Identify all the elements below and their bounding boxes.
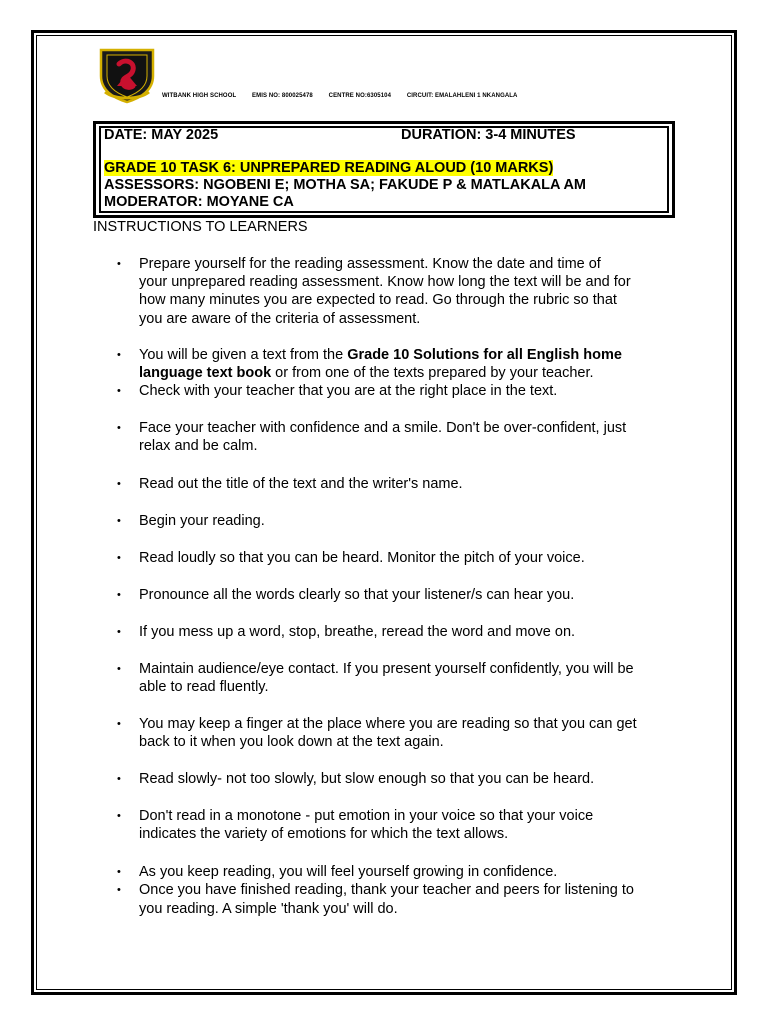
list-item: • You may keep a finger at the place where you are reading so that you can get back to it when you look down at the text again. [117, 716, 637, 751]
list-item: • Begin your reading. [117, 512, 265, 529]
bullet: • [117, 551, 121, 564]
date-label: DATE: MAY 2025 [104, 127, 219, 143]
bullet: • [117, 514, 121, 527]
bullet: • [117, 866, 121, 879]
bullet: • [117, 421, 121, 434]
textbook-title: Grade 10 Solutions for all English home [347, 346, 622, 363]
duration-label: DURATION: 3-4 MINUTES [401, 127, 576, 143]
bullet: • [117, 810, 121, 823]
list-item: • Read slowly- not too slowly, but slow enough so that you can be heard. [117, 771, 595, 788]
bullet: • [117, 348, 121, 361]
bullet: • [117, 385, 121, 398]
bullet: • [117, 884, 121, 897]
list-item: • If you mess up a word, stop, breathe, reread the word and move on. [117, 623, 576, 640]
list-item: • Check with your teacher that you are at the right place in the text. [117, 383, 558, 400]
bullet: • [117, 625, 121, 638]
bullet: • [117, 477, 121, 490]
list-item: • Read out the title of the text and the writer's name. [117, 475, 463, 492]
list-item: • As you keep reading, you will feel yourself growing in confidence. [117, 864, 558, 881]
circuit: CIRCUIT: EMALAHLENI 1 NKANGALA [406, 93, 518, 99]
instructions-heading: INSTRUCTIONS TO LEARNERS [93, 219, 308, 235]
school-crest-icon [95, 46, 159, 104]
bullet: • [117, 773, 121, 786]
bullet: • [117, 258, 121, 270]
list-item: • Prepare yourself for the reading assessment. Know the date and time of your unprepared reading assessment. Know how long the text will be and for how many minutes you are expected to read. Go through the rubric so that you are aware of the criteria of assessment. [117, 256, 631, 327]
moderator-line: MODERATOR: MOYANE CA [104, 194, 294, 210]
emis-number: EMIS NO: 800025478 [252, 93, 313, 99]
list-item: • Pronounce all the words clearly so that your listener/s can hear you. [117, 586, 575, 603]
bullet: • [117, 718, 121, 731]
list-item: • Maintain audience/eye contact. If you present yourself confidently, you will be able to read fluently. [117, 660, 634, 696]
assessors-line: ASSESSORS: NGOBENI E; MOTHA SA; FAKUDE P & MATLAKALA AM [104, 177, 586, 193]
task-title: GRADE 10 TASK 6: UNPREPARED READING ALOUD (10 MARKS) [104, 160, 554, 176]
instructions-list [117, 255, 677, 918]
bullet: • [117, 662, 121, 675]
bullet: • [117, 588, 121, 601]
list-item: • You will be given a text from the Grade 10 Solutions for all English home language text book or from one of the texts prepared by your teacher. [117, 346, 622, 382]
school-info-line [162, 93, 532, 99]
list-item: • Don't read in a monotone - put emotion in your voice so that your voice indicates the variety of emotions for which the text allows. [117, 808, 594, 843]
school-name: WITBANK HIGH SCHOOL [162, 93, 237, 99]
list-item: • Read loudly so that you can be heard. Monitor the pitch of your voice. [117, 549, 585, 566]
list-item: • Once you have finished reading, thank your teacher and peers for listening to you reading. A simple 'thank you' will do. [117, 882, 634, 917]
centre-number: CENTRE NO:6305104 [328, 93, 392, 99]
list-item: • Face your teacher with confidence and a smile. Don't be over-confident, just relax and be calm. [117, 419, 627, 455]
textbook-title-cont: language text book [139, 365, 272, 382]
